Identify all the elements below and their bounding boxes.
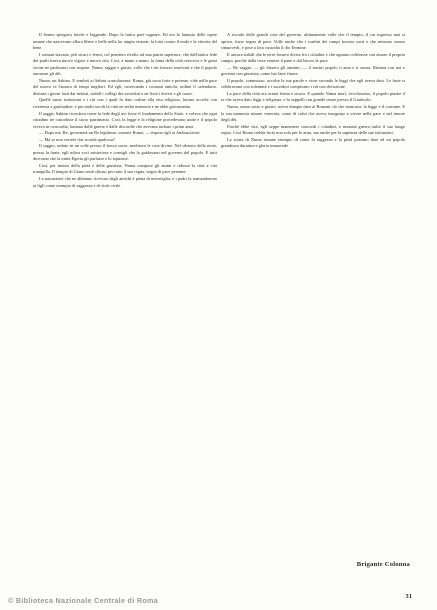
paragraph: Numa, uomo savio e giusto, aveva dunque dato ai Romani ciò che mancava: la legge e il costume. E la sua memoria rimase venerata, come di colui che aveva insegnato a vivere nella pace e nel timore degli dèi. — [221, 104, 405, 123]
paragraph: Così, per mezzo della pietà e della giustizia, Numa compose gli animi e ridusse la città a vita tranquilla. Il tempio di Giano restò chiuso per tutto il suo regno, segno di pace perenne. — [33, 162, 217, 175]
paragraph: Il Sonno spiegava favole e leggende. Dopo la fatica poté sognare. Ed era la fantasia delle opere umane che nascevano allora libere e belle nella lor ampia visione: la lotta contro il male e la vittoria del bene. — [33, 32, 217, 51]
author-signature: Brigante Colonna — [356, 561, 410, 568]
page-number: 31 — [405, 593, 412, 600]
library-watermark: © Biblioteca Nazionale Centrale di Roma — [8, 596, 158, 605]
paragraph: A ricordo delle grandi cose del governo, ultimamente volle che il tempio, il cui ingresso mai si apriva, fosse segno di pace. Volle anche che i confini dei campi fossero sacri e che nessuno osasse rimuoverli, e pose a loro custodia il dio Termine. — [221, 32, 405, 51]
paragraph: La pace della città era ormai ferma e sicura. E quando Numa morì, vecchissimo, il popolo pianse il re che aveva dato leggi e religione, e lo seppellì con grande onore presso il Gianicolo. — [221, 90, 405, 103]
paragraph: La storia di Numa rimane esempio di come la saggezza e la pietà possano dare ad un popolo grandezza duratura e gloria immortale. — [221, 136, 405, 149]
paragraph: — Dopo me, Re, governerà un Re legittimo: onorate Roma, — rispose egli ai Ambasciatori. — [39, 130, 201, 136]
paragraph: La narrazione che ne abbiamo ricevuto dagli antichi è piena di meraviglia, e i padri la tramandarono ai figli come esempio di saggezza e di virtù civile. — [33, 176, 217, 188]
paragraph: Quelle sante istituzioni e i riti con i quali fu dato ordine alla vita religiosa, furono accolte con riverenza e gratitudine, e per molti secoli la città ne serbò memoria e ne ebbe giovamento. — [33, 97, 217, 110]
paragraph: — Re saggio, — gli dissero gli anziani, — il nostro popolo ti ama e ti onora. Rimani con noi e governa con giustizia, come hai fatto finora. — [221, 64, 405, 77]
paragraph: Il saggio, seduto in un colle presso il bosco sacro, meditava le cose divine. Nel silenzio della notte, presso la fonte, egli udiva voci misteriose e consigli che lo guidavano nel governo del popolo. E tutti dicevano che la ninfa Egeria gli parlasse e lo ispirasse. — [33, 143, 217, 162]
paragraph: Finché ebbe vita, egli seppe mantenere concordi i cittadini, e nessuna guerra turbò il suo lungo regno. Così Roma crebbe forte non solo per le armi, ma anche per la sapienza delle sue istituzioni. — [221, 123, 405, 136]
paragraph: Il popolo, commosso, accolse le sue parole e visse secondo le leggi che egli aveva dato. Le feste si celebravano con solennità e i sacerdoti compivano i riti con devozione. — [221, 77, 405, 90]
article-left-column — [33, 32, 217, 189]
paragraph: Il saggio Sabino ricordava come la fede degli avi fosse il fondamento dello Stato, e voleva che ogni cittadino ne custodisse il sacro patrimonio. Così, la legge e la religione procedevano unite e il popolo viveva in concordia, lontano dalle guerre e dalle discordie che avevano turbato i primi anni. — [33, 110, 217, 129]
paragraph: I romani stavano, più sicuri e fermi, col pensiero rivolto ad una patria superiore, che dall'antica fede dei padri traeva nuovo vigore e nuova vita. Così, a mano a mano, la fama della città cresceva e le genti vicine ne parlavano con stupore. Numa, saggio e giusto, volle che i riti fossero osservati e che il popolo onorasse gli dèi. — [33, 51, 217, 77]
article-right-column — [221, 32, 405, 150]
paragraph: E ancora stabilì che le terre fossero divise fra i cittadini e che ognuno coltivasse con amore il proprio campo, perché dalla terra venisse il pane e dal lavoro la pace. — [221, 51, 405, 64]
paragraph: — Ma se non vorrete che accada qualcosa? — [39, 136, 115, 142]
paragraph: Numa, un Sabino. E sembrò ai Sabini consolazione. Roma, già sorta forte e potente, vide nella pace del nuovo re l'aurora di tempi migliori. Ed egli, osservando i costumi antichi, ordinò il calendario, distinse i giorni fasti dai nefasti, stabilì i collegi dei sacerdoti e ne fissò i doveri e gli onori. — [33, 77, 217, 96]
